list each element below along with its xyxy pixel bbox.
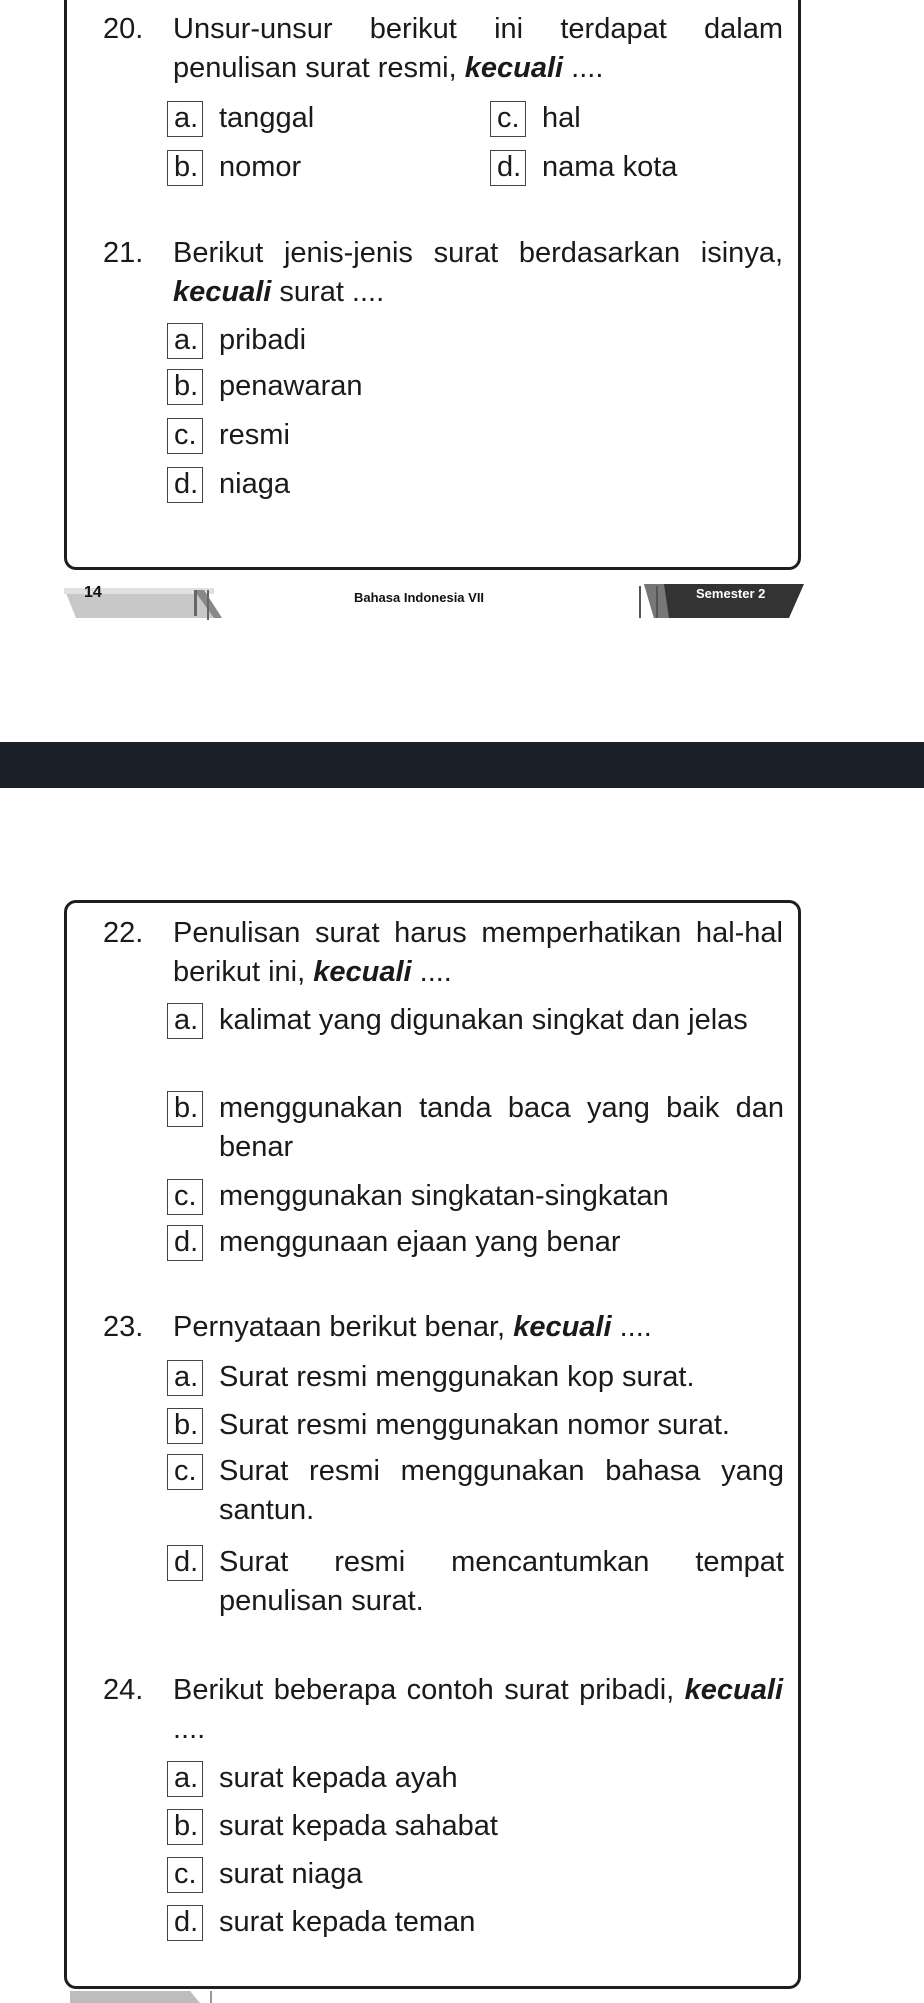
question-number: 22. xyxy=(103,917,144,949)
option-d[interactable]: d. Surat resmi mencantumkan tempat penulisan surat. xyxy=(167,1543,784,1621)
question-20 xyxy=(103,10,783,88)
option-a[interactable]: a. kalimat yang digunakan singkat dan jelas xyxy=(167,1001,784,1040)
option-a[interactable]: a. surat kepada ayah xyxy=(167,1759,458,1798)
option-a[interactable]: a. tanggal xyxy=(167,99,314,138)
page-bottom xyxy=(0,788,924,2003)
footer-decoration-partial xyxy=(0,1989,924,2003)
semester-label: Semester 2 xyxy=(696,586,766,601)
question-text: Pernyataan berikut benar, kecuali .... xyxy=(173,1311,652,1343)
option-b[interactable]: b. penawaran xyxy=(167,367,363,406)
question-number: 23. xyxy=(103,1311,144,1343)
book-title: Bahasa Indonesia VII xyxy=(354,590,485,605)
option-b[interactable]: b. nomor xyxy=(167,148,301,187)
question-text: Berikut beberapa contoh surat pribadi, kecuali .... xyxy=(173,1674,783,1745)
question-number: 20. xyxy=(103,13,144,45)
option-a[interactable]: a. pribadi xyxy=(167,321,306,360)
question-22 xyxy=(103,914,783,992)
option-b[interactable]: b. Surat resmi menggunakan nomor surat. xyxy=(167,1406,784,1445)
question-text: Unsur-unsur berikut ini terdapat dalam penulisan surat resmi, kecuali .... xyxy=(173,13,783,84)
option-c[interactable]: c. surat niaga xyxy=(167,1855,363,1894)
option-a[interactable]: a. Surat resmi menggunakan kop surat. xyxy=(167,1358,784,1397)
question-number: 24. xyxy=(103,1674,144,1706)
question-23 xyxy=(103,1308,783,1347)
option-d[interactable]: d. surat kepada teman xyxy=(167,1903,475,1942)
option-d[interactable]: d. nama kota xyxy=(490,148,677,187)
question-text: Penulisan surat harus memperhatikan hal-hal berikut ini, kecuali .... xyxy=(173,917,783,988)
option-d[interactable]: d. menggunaan ejaan yang benar xyxy=(167,1223,784,1262)
question-text: Berikut jenis-jenis surat berdasarkan isinya, kecuali surat .... xyxy=(173,237,783,308)
option-c[interactable]: c. menggunakan singkatan-singkatan xyxy=(167,1177,784,1216)
question-number: 21. xyxy=(103,237,144,269)
question-21 xyxy=(103,234,783,312)
option-d[interactable]: d. niaga xyxy=(167,465,290,504)
question-24 xyxy=(103,1671,783,1749)
page-top xyxy=(0,0,924,742)
option-b[interactable]: b. surat kepada sahabat xyxy=(167,1807,498,1846)
option-b[interactable]: b. menggunakan tanda baca yang baik dan benar xyxy=(167,1089,784,1167)
page-footer xyxy=(64,578,804,624)
page-separator xyxy=(0,742,924,788)
option-c[interactable]: c. Surat resmi menggunakan bahasa yang santun. xyxy=(167,1452,784,1530)
option-c[interactable]: c. resmi xyxy=(167,416,290,455)
option-c[interactable]: c. hal xyxy=(490,99,581,138)
page-number: 14 xyxy=(84,584,102,601)
